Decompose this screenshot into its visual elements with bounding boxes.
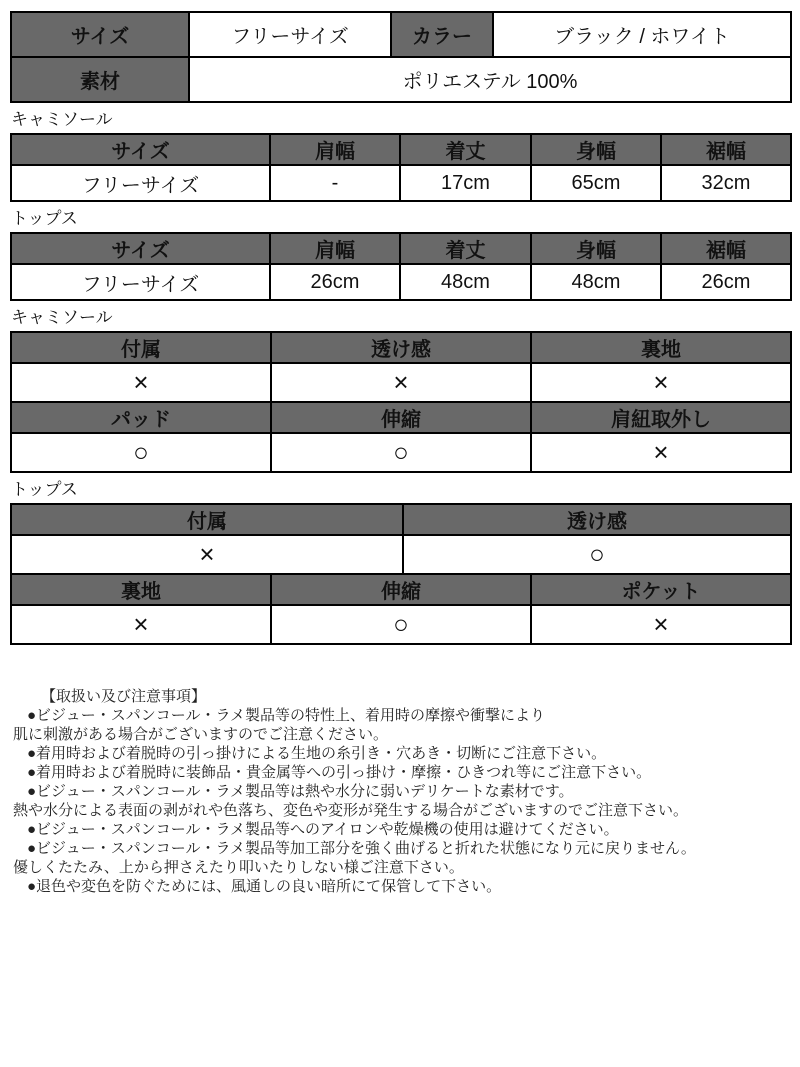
shoulder-width-value: - xyxy=(270,165,400,201)
length-value: 48cm xyxy=(400,264,531,300)
body-width-value: 65cm xyxy=(531,165,661,201)
note-line: ●ビジュー・スパンコール・ラメ製品等へのアイロンや乾燥機の使用は避けてください。 xyxy=(27,821,619,838)
strap-removable-mark: × xyxy=(531,433,791,472)
lining-mark: × xyxy=(11,605,271,644)
col-header-attachments: 付属 xyxy=(11,504,403,535)
lining-mark: × xyxy=(531,363,791,402)
sheerness-mark: ○ xyxy=(403,535,791,574)
pad-mark: ○ xyxy=(11,433,271,472)
size-value: フリーサイズ xyxy=(11,264,270,300)
section-title-camisole-measurements: キャミソール xyxy=(11,110,113,129)
col-header-length: 着丈 xyxy=(400,134,531,165)
spec-row-material xyxy=(11,57,791,102)
note-line: ●ビジュー・スパンコール・ラメ製品等加工部分を強く曲げると折れた状態になり元に戻りません。 xyxy=(27,840,696,857)
col-header-shoulder-width: 肩幅 xyxy=(270,134,400,165)
col-header-pad: パッド xyxy=(11,402,271,433)
size-value: フリーサイズ xyxy=(11,165,270,201)
attachments-mark: × xyxy=(11,535,403,574)
feature-value-row xyxy=(11,535,791,574)
sheerness-mark: × xyxy=(271,363,531,402)
col-header-hem-width: 裾幅 xyxy=(661,134,791,165)
hem-width-value: 26cm xyxy=(661,264,791,300)
shoulder-width-value: 26cm xyxy=(270,264,400,300)
feature-table-tops-group1 xyxy=(10,503,792,575)
col-header-attachments: 付属 xyxy=(11,332,271,363)
feature-header-row xyxy=(11,332,791,363)
note-line: ●着用時および着脱時の引っ掛けによる生地の糸引き・穴あき・切断にご注意下さい。 xyxy=(27,745,607,762)
length-value: 17cm xyxy=(400,165,531,201)
feature-table-camisole-group1 xyxy=(10,331,792,403)
hem-width-value: 32cm xyxy=(661,165,791,201)
feature-header-row xyxy=(11,504,791,535)
attachments-mark: × xyxy=(11,363,271,402)
col-header-sheerness: 透け感 xyxy=(403,504,791,535)
material-label-cell: 素材 xyxy=(11,57,189,102)
feature-table-camisole-group2 xyxy=(10,401,792,473)
size-table-header-row xyxy=(11,134,791,165)
col-header-sheerness: 透け感 xyxy=(271,332,531,363)
note-line: 優しくたたみ、上から押さえたり叩いたりしない様ご注意下さい。 xyxy=(13,859,464,876)
size-table-header-row xyxy=(11,233,791,264)
section-title-tops-measurements: トップス xyxy=(11,209,78,228)
note-line: ●ビジュー・スパンコール・ラメ製品等の特性上、着用時の摩擦や衝撃により xyxy=(27,707,546,724)
note-line: 肌に刺激がある場合がございますのでご注意ください。 xyxy=(13,726,389,743)
col-header-strap-removable: 肩紐取外し xyxy=(531,402,791,433)
size-table-camisole xyxy=(10,133,792,202)
size-value-cell: フリーサイズ xyxy=(189,12,391,57)
section-title-tops-features: トップス xyxy=(11,480,78,499)
section-title-camisole-features: キャミソール xyxy=(11,308,113,327)
col-header-lining: 裏地 xyxy=(11,574,271,605)
note-line: 熱や水分による表面の剥がれや色落ち、変色や変形が発生する場合がございますのでご注意下さい。 xyxy=(13,802,689,819)
feature-header-row xyxy=(11,574,791,605)
body-width-value: 48cm xyxy=(531,264,661,300)
color-label-cell: カラー xyxy=(391,12,493,57)
material-value-cell: ポリエステル 100% xyxy=(189,57,791,102)
feature-table-tops-group2 xyxy=(10,573,792,645)
col-header-hem-width: 裾幅 xyxy=(661,233,791,264)
note-line: ●ビジュー・スパンコール・ラメ製品等は熱や水分に弱いデリケートな素材です。 xyxy=(27,783,574,800)
feature-header-row xyxy=(11,402,791,433)
feature-value-row xyxy=(11,433,791,472)
note-line: ●着用時および着脱時に装飾品・貴金属等への引っ掛け・摩擦・ひきつれ等にご注意下さい。 xyxy=(27,764,652,781)
spec-row-size-color xyxy=(11,12,791,57)
pocket-mark: × xyxy=(531,605,791,644)
care-notes-section xyxy=(10,687,790,896)
col-header-stretch: 伸縮 xyxy=(271,402,531,433)
col-header-lining: 裏地 xyxy=(531,332,791,363)
feature-value-row xyxy=(11,363,791,402)
col-header-size: サイズ xyxy=(11,233,270,264)
size-table-data-row xyxy=(11,165,791,201)
size-label-cell: サイズ xyxy=(11,12,189,57)
size-table-data-row xyxy=(11,264,791,300)
col-header-size: サイズ xyxy=(11,134,270,165)
stretch-mark: ○ xyxy=(271,433,531,472)
product-spec-table xyxy=(10,11,792,103)
stretch-mark: ○ xyxy=(271,605,531,644)
col-header-shoulder-width: 肩幅 xyxy=(270,233,400,264)
feature-value-row xyxy=(11,605,791,644)
care-notes-title: 【取扱い及び注意事項】 xyxy=(41,688,207,705)
col-header-length: 着丈 xyxy=(400,233,531,264)
col-header-pocket: ポケット xyxy=(531,574,791,605)
note-line: ●退色や変色を防ぐためには、風通しの良い暗所にて保管して下さい。 xyxy=(27,878,502,895)
col-header-body-width: 身幅 xyxy=(531,134,661,165)
col-header-stretch: 伸縮 xyxy=(271,574,531,605)
size-table-tops xyxy=(10,232,792,301)
col-header-body-width: 身幅 xyxy=(531,233,661,264)
color-value-cell: ブラック / ホワイト xyxy=(493,12,791,57)
